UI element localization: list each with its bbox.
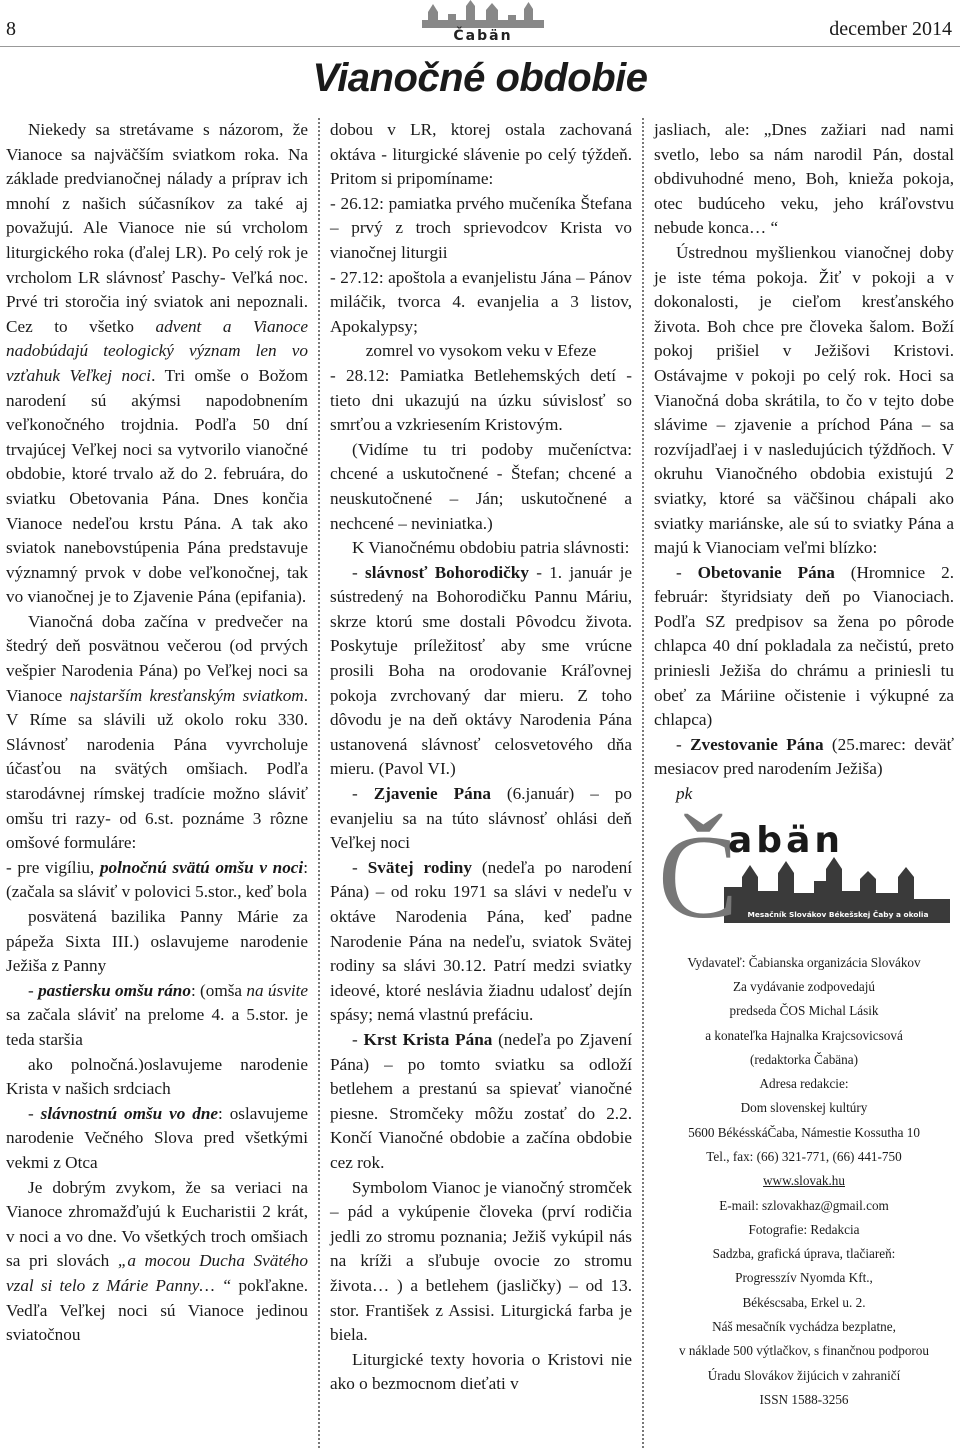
- text-run: : (omša: [190, 980, 247, 1000]
- article-paragraph: [330, 536, 632, 561]
- article-column-1: [6, 118, 308, 1348]
- imprint-chairman: predseda ČOS Michal Lásik: [729, 1003, 879, 1019]
- imprint-issn: ISSN 1588-3256: [759, 1391, 849, 1407]
- text-run: - 28.12: Pamiatka Betlehemských detí - tieto dni ukazujú na úzku súvislosť so smrťou a vzkriesením Kristovým.: [330, 365, 632, 435]
- imprint-manager: a konateľka Hajnalka Krajcsovicsová: [705, 1027, 903, 1043]
- text-run: sa začala sláviť na prelome 4. a 5.stor. je teda staršia: [6, 1005, 308, 1049]
- text-run: Je dobrým zvykom, že sa veriaci na Vianoce zhromažďujú k Eucharistii 2 krát, v noci a vo dne. Vo všetkých troch omšiach sa pri slovách: [6, 1177, 308, 1271]
- imprint-email-text[interactable]: E-mail: szlovakhaz@gmail.com: [719, 1197, 889, 1213]
- imprint-address-label: Adresa redakcie:: [759, 1076, 849, 1092]
- article-paragraph: [654, 241, 954, 561]
- masthead: [408, 0, 558, 44]
- text-run: -: [352, 857, 368, 877]
- article-paragraph: [330, 1028, 632, 1176]
- article-paragraph: [654, 733, 954, 782]
- article-paragraph: [6, 1053, 308, 1102]
- article-paragraph: [330, 118, 632, 192]
- emphasized-text: advent a Vianoce nadobúdajú teologický význam len vo vzťahuk Veľkej noci: [6, 316, 308, 385]
- text-run: (Vidíme tu tri podoby mučeníctva: chcené a uskutočnené - Štefan; chcené a neuskutočnené – Ján; uskutočnené a nechcené – neviniatka.): [330, 439, 632, 533]
- text-run: zomrel vo vysokom veku v Efeze: [365, 341, 597, 361]
- text-run: (nedeľa po narodení Pána) – od roku 1971 sa slávi v nedeľu v oktáve Narodenia Pána, keď padne Narodenie Pána na nedeľu, sviatok Svätej rodiny sa slávi 30.12. Patrí medzi sviatky ideové, ktoré neslávia žiadnu udalosť dejín spásy; nemá vlastnú prefáciu.: [330, 857, 632, 1025]
- imprint-publisher: Vydavateľ: Čabianska organizácia Slovákov: [687, 954, 921, 970]
- emphasized-text: slávnostnú omšu vo dne: [40, 1103, 219, 1123]
- imprint-phone: Tel., fax: (66) 321-771, (66) 441-750: [706, 1149, 902, 1164]
- caban-logo: [654, 809, 954, 943]
- emphasized-text: Svätej rodiny: [367, 857, 472, 877]
- article-paragraph: [330, 192, 632, 266]
- text-run: -: [352, 562, 365, 582]
- imprint-printer: Progresszív Nyomda Kft.,: [735, 1270, 873, 1286]
- masthead-title: Čabän: [453, 28, 513, 44]
- page-number: 8: [6, 18, 16, 40]
- text-run: : (začala sa sláviť v polovici 5.stor., keď bola: [6, 857, 308, 902]
- text-run: Symbolom Vianoc je vianočný stromček – pád a vykúpenie človeka (prví rodičia jedli zo stromu poznania; Ježiš vykúpil nás na kríži a sľubuje ovocie zo stromu života… ) a betlehem (jasličky) – od 13. stor. František z Assisi. Liturgická farba je biela.: [330, 1177, 632, 1345]
- town-skyline-icon: [408, 0, 558, 30]
- imprint-sponsor: Úradu Slovákov žijúcich v zahraničí: [707, 1367, 901, 1383]
- article-column-3: [654, 118, 954, 1412]
- column-separator: [318, 118, 320, 1448]
- article-paragraph: [6, 610, 308, 856]
- imprint-email: [654, 1194, 954, 1218]
- imprint-print-label: Sadzba, grafická úprava, tlačiareň:: [712, 1246, 896, 1262]
- text-run: Ústrednou myšlienkou vianočnej doby je iste téma pokoja. Žiť v pokoji a v dokonalosti, je cieľom kresťanského života. Boh chce pre človeka šalom. Boží pokoj prišiel v Ježišovi Kristovi. Ostávajme v pokoji po celý rok. Hoci sa Vianočná doba skrátila, to čo v tejto dobe slávime – zjavenie a príchod Pána – sa rozvíjadľaej i v nasledujúcich týždňoch. V okruhu Vianočného obdobia existujú 2 sviatky, ktoré sa väčšinou chápali ako sviatky mariánske, ale sú to sviatky Pána a majú k Vianociam veľmi blízko:: [654, 242, 954, 558]
- text-run: : oslavujeme narodenie Večného Slova pred všetkými vekmi z Otca: [6, 1103, 308, 1172]
- article-paragraph: [6, 1176, 308, 1348]
- text-run: - pre vigíliu,: [6, 857, 100, 877]
- emphasized-text: Zvestovanie Pána: [690, 734, 824, 754]
- text-run: pokľakne. Vedľa Veľkej noci sú Vianoce jedinou sviatočnou: [6, 1275, 308, 1345]
- article-paragraph: [330, 1348, 632, 1397]
- text-run: -: [28, 1103, 41, 1123]
- page-header: [0, 0, 960, 60]
- article-paragraph: [330, 1176, 632, 1348]
- emphasized-text: Krst Krista Pána: [363, 1029, 493, 1049]
- emphasized-text: „a mocou Ducha Svätého vzal si telo z Márie Panny… “: [6, 1251, 308, 1295]
- emphasized-text: najstarším kresťanským sviatkom: [69, 685, 304, 705]
- text-run: jasliach, ale: „Dnes zažiari nad nami svetlo, lebo sa nám narodil Pán, dostal obdivuhodné meno, Boh, knieža pokoja, otec budúceho veku, jeho kráľovstvu nebude konca… “: [654, 120, 954, 238]
- text-run: -: [676, 734, 691, 754]
- text-run: . Tri omše o Božom narodení sú akýmsi napodobnením veľkonočného trojdnia. Podľa 50 dní trvajúcej Veľkej noci sa vytvorilo vianočné obdobie, ktoré trvalo až do 2. februára, do sviatku Obetovania Pána. Dnes končia Vianoce nedeľou krstu Pána. A tak ako sviatok nanebovstúpenia Pána predstavuje významný prvok v dobe veľkonočnej, tak vo vianočnej je to Zjavenie Pána (epifania).: [6, 365, 309, 607]
- text-run: -: [352, 784, 374, 804]
- text-run: dobou v LR, ktorej ostala zachovaná oktáva - liturgické slávenie po celý týždeň. Pritom si pripomíname:: [330, 120, 632, 189]
- article-paragraph: [330, 438, 632, 536]
- imprint-responsible: Za vydávanie zodpovedajú: [732, 978, 876, 994]
- article-paragraph: [6, 118, 308, 610]
- article-paragraph: [6, 979, 308, 1053]
- imprint-circulation: v náklade 500 výtlačkov, s finančnou podporou: [678, 1343, 929, 1359]
- issue-date: december 2014: [829, 18, 952, 40]
- article-paragraph: [330, 364, 632, 438]
- article-paragraph: [6, 1102, 308, 1176]
- article-paragraph: [6, 856, 308, 905]
- article-title: Vianočné obdobie: [312, 56, 648, 100]
- article-paragraph: [654, 561, 954, 733]
- article-column-2: [330, 118, 632, 1397]
- text-run: ako polnočná.)oslavujeme narodenie Krista v našich srdciach: [6, 1054, 308, 1099]
- article-paragraph: [654, 118, 954, 241]
- article-paragraph: [330, 782, 632, 856]
- imprint-printer-address: Békéscsaba, Erkel u. 2.: [742, 1294, 866, 1310]
- article-paragraph: [330, 339, 632, 364]
- imprint-editor: (redaktorka Čabäna): [749, 1051, 858, 1067]
- emphasized-text: pastiersku omšu ráno: [38, 980, 191, 1000]
- emphasized-text: polnočnú svätú omšu v noci: [99, 857, 304, 877]
- column-3-text: [654, 118, 954, 782]
- text-run: -: [28, 980, 39, 1000]
- emphasized-text: Zjavenie Pána: [373, 784, 491, 804]
- text-run: Niekedy sa stretávame s názorom, že Vianoce sa najväčším sviatkom roka. Na základe predvianočnej nálady a príprav ich mnohí z našich súčasníkov za také aj považujú. Ale Vianoce nie sú vrcholom liturgického roka (ďalej LR). Po celý rok je vrcholom LR slávnosť Paschy- Veľká noc. Prvé tri storočia iný sviatok ani nepoznali. Cez to všetko: [6, 120, 308, 336]
- logo-initial: Č: [658, 809, 739, 943]
- imprint-website-link[interactable]: www.slovak.hu: [763, 1173, 845, 1189]
- emphasized-text: slávnosť Bohorodičky: [365, 562, 529, 582]
- imprint-photos: Fotografie: Redakcia: [748, 1221, 860, 1237]
- header-rule: [0, 46, 960, 47]
- emphasized-text: Obetovanie Pána: [697, 562, 835, 582]
- logo-word: abän: [728, 819, 844, 861]
- text-run: Liturgické texty hovoria o Kristovi nie ako o bezmocnom dieťati v: [330, 1349, 632, 1394]
- emphasized-text: na úsvite: [246, 980, 308, 1000]
- text-run: (Hromnice 2. február: štyridsiaty deň po Vianociach. Podľa SZ predpisov sa žena po pôrode chlapca 40 dní pokladala za nečistú, preto priniesli Ježiša do chrámu a priniesli tu obeť za Máriine očistenie i výkupné za chlapca): [654, 562, 954, 730]
- article-paragraph: [330, 856, 632, 1028]
- text-run: -: [676, 562, 698, 582]
- text-run: Vianočná doba začína v predvečer na štedrý deň posvätnou večerou (od prvých vešpier Narodenia Pána) po Veľkej noci sa Vianoce: [6, 611, 308, 705]
- article-paragraph: [330, 266, 632, 340]
- text-run: posvätená bazilika Panny Márie za pápeža Sixta III.) oslavujeme narodenie Ježiša z Panny: [6, 907, 308, 976]
- text-run: -: [352, 1029, 364, 1049]
- text-run: (6.január) – po evanjeliu sa na túto slávnosť ohlási deň Veľkej noci: [330, 784, 632, 853]
- text-run: (nedeľa po Zjavení Pána) – po tomto sviatku sa odloží betlehem a prestanú sa spievať vianočné piesne. Stromčeky môžu zostať do 2.2. Končí Vianočné obdobie a začína obdobie cez rok.: [330, 1029, 632, 1172]
- text-run: - 27.12: apoštola a evanjelistu Jána – Pánov miláčik, tvorca 4. evanjelia a 3 listov, Apokalypsy;: [330, 267, 632, 336]
- text-run: K Vianočnému obdobiu patria slávnosti:: [352, 538, 630, 558]
- text-run: - 26.12: pamiatka prvého mučeníka Štefana – prvý z troch sprievodcov Krista vo vianočnej liturgii: [330, 193, 632, 262]
- author-signature: pk: [676, 784, 693, 804]
- column-separator: [642, 118, 644, 1448]
- logo-tagline: Mesačník Slovákov Békešskej Čaby a okolia: [747, 909, 929, 919]
- text-run: . V Ríme sa slávili už okolo roku 330. Slávnosť narodenia Pána vyvrcholuje účasťou na svätých omšiach. Podľa starodávnej rímskej tradície možno sláviť omšu tri razy- od 6.st. poznáme 3 rôzne omšové formuláre:: [6, 685, 308, 853]
- text-run: (25.marec: deväť mesiacov pred narodením Ježiša): [654, 734, 955, 779]
- publisher-imprint: [654, 951, 954, 1413]
- article-paragraph: [6, 905, 308, 979]
- imprint-free-note: Náš mesačník vychádza bezplatne,: [712, 1319, 896, 1335]
- imprint-street: 5600 BékésskáČaba, Námestie Kossutha 10: [688, 1124, 920, 1140]
- imprint-building: Dom slovenskej kultúry: [740, 1100, 868, 1116]
- text-run: - 1. január je sústredený na Bohorodičku Pannu Máriu, skrze ktorú sme dostali Pôvodcu života. Poskytuje príležitosť aby sme vrúcne prosili Boha na orodovanie Kráľovnej pokoja zvrchovaný dar mieru. Z toho dôvodu je na deň oktávy Narodenia Pána ustanovená slávnosť celosvetového dňa mieru. (Pavol VI.): [330, 562, 632, 779]
- article-paragraph: [330, 561, 632, 782]
